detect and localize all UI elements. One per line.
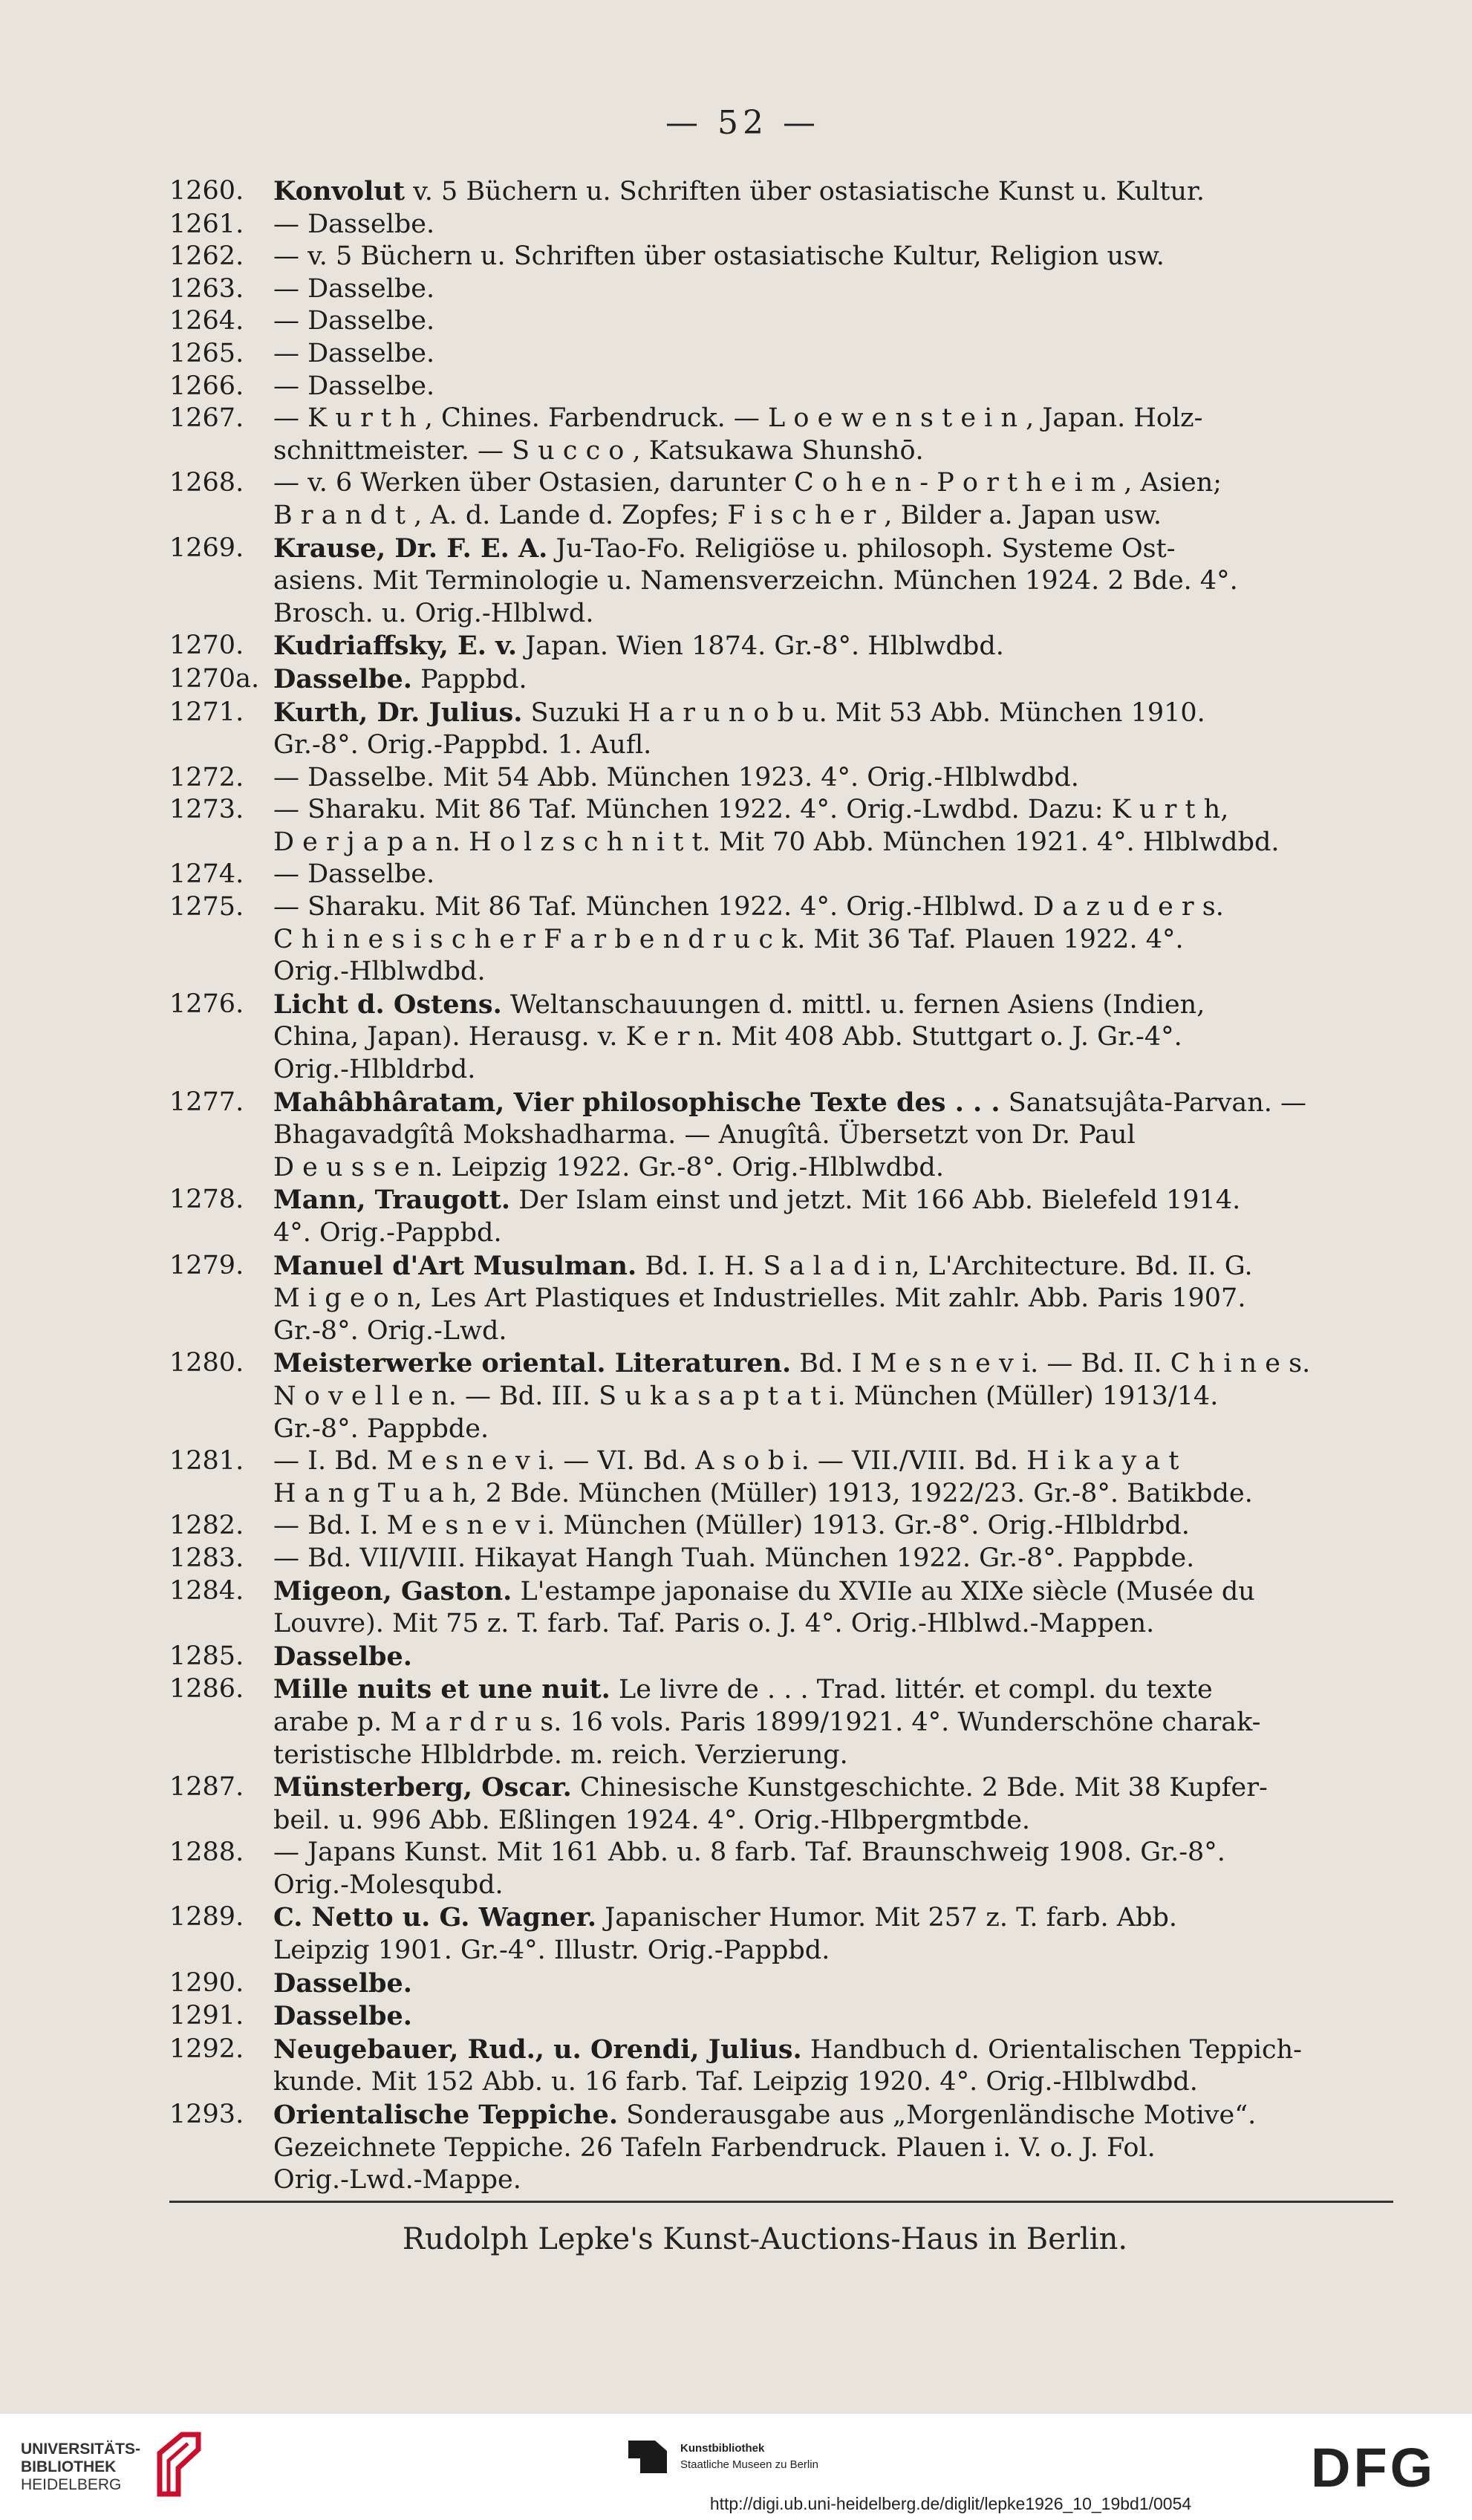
catalog-entry: [169, 1837, 1402, 1901]
ub-line2: BIBLIOTHEK: [21, 2458, 117, 2475]
entry-line: Dasselbe.: [273, 1967, 412, 1999]
entry-text: [273, 1967, 1402, 2001]
entry-text: [273, 1771, 1402, 1837]
catalog-entry: [169, 891, 1402, 989]
catalog-entry: [169, 241, 1402, 273]
catalog-entry: [169, 2099, 1402, 2197]
catalog-entry: [169, 403, 1402, 467]
entry-text: [273, 891, 1402, 989]
catalog-entry: [169, 467, 1402, 532]
entry-line: Mann, Traugott. Der Islam einst und jetzt. Mit 166 Abb. Bielefeld 1914.: [273, 1185, 1241, 1216]
entry-text: [273, 403, 1402, 467]
entry-number: 1286.: [169, 1674, 244, 1705]
entry-line: — Dasselbe.: [273, 859, 435, 890]
entry-line: Manuel d'Art Musulman. Bd. I. H. S a l a d i n, L'Architecture. Bd. II. G.: [273, 1250, 1253, 1281]
entry-number: 1262.: [169, 241, 244, 272]
kb-line1: Kunstbibliothek: [680, 2442, 765, 2455]
entry-number: 1266.: [169, 371, 244, 401]
catalog-entry: [169, 1641, 1402, 1674]
catalog-entry: [169, 859, 1402, 891]
catalog-entry: [169, 1543, 1402, 1575]
catalog-entry: [169, 371, 1402, 403]
entry-line: Neugebauer, Rud., u. Orendi, Julius. Handbuch d. Orientalischen Teppich-: [273, 2034, 1303, 2065]
catalog-entries: [169, 175, 1402, 2197]
catalog-entry: [169, 175, 1402, 209]
entry-line: B r a n d t , A. d. Lande d. Zopfes; F i s c h e r , Bilder a. Japan usw.: [273, 500, 1162, 530]
entry-number: 1269.: [169, 533, 244, 563]
entry-number: 1263.: [169, 273, 244, 304]
catalog-entry: [169, 630, 1402, 663]
catalog-entry: [169, 1347, 1402, 1445]
entry-number: 1290.: [169, 1967, 244, 1998]
entry-text: [273, 175, 1402, 209]
entry-text: [273, 371, 1402, 403]
entry-number: 1280.: [169, 1348, 244, 1378]
entry-line: Orig.-Hlblwdbd.: [273, 957, 486, 987]
catalog-entry: [169, 338, 1402, 371]
entry-number: 1292.: [169, 2034, 244, 2064]
entry-number: 1260.: [169, 176, 244, 206]
entry-text: [273, 2034, 1402, 2099]
dfg-logo: DFG: [1311, 2437, 1436, 2498]
entry-text: [273, 2000, 1402, 2034]
ub-heidelberg-logo-text: [21, 2441, 140, 2494]
entry-text: [273, 1543, 1402, 1575]
entry-number: 1267.: [169, 403, 244, 434]
entry-number: 1289.: [169, 1902, 244, 1933]
entry-number: 1278.: [169, 1185, 244, 1215]
catalog-entry: [169, 1250, 1402, 1348]
catalog-entry: [169, 273, 1402, 306]
entry-line: Licht d. Ostens. Weltanschauungen d. mittl. u. fernen Asiens (Indien,: [273, 989, 1205, 1020]
entry-number: 1282.: [169, 1511, 244, 1541]
entry-text: [273, 1641, 1402, 1674]
entry-line: — Dasselbe.: [273, 371, 435, 401]
entry-line: — I. Bd. M e s n e v i. — VI. Bd. A s o b i. — VII./VIII. Bd. H i k a y a t: [273, 1446, 1179, 1476]
entry-line: Gezeichnete Teppiche. 26 Tafeln Farbendruck. Plauen i. V. o. J. Fol.: [273, 2132, 1156, 2163]
entry-line: — Dasselbe.: [273, 273, 435, 304]
entry-line: — Sharaku. Mit 86 Taf. München 1922. 4°. Orig.-Lwdbd. Dazu: K u r t h,: [273, 795, 1229, 825]
entry-text: [273, 305, 1402, 338]
page-number: — 52 —: [665, 104, 820, 142]
entry-number: 1288.: [169, 1837, 244, 1868]
catalog-entry: [169, 2034, 1402, 2099]
entry-line: Meisterwerke oriental. Literaturen. Bd. I M e s n e v i. — Bd. II. C h i n e s.: [273, 1348, 1311, 1379]
entry-number: 1279.: [169, 1250, 244, 1280]
entry-line: D e r j a p a n. H o l z s c h n i t t. Mit 70 Abb. München 1921. 4°. Hlblwdbd.: [273, 827, 1280, 857]
entry-number: 1270a.: [169, 663, 260, 694]
entry-line: schnittmeister. — S u c c o , Katsukawa Shunshō.: [273, 435, 924, 466]
entry-line: — Sharaku. Mit 86 Taf. München 1922. 4°. Orig.-Hlblwd. D a z u d e r s.: [273, 892, 1224, 922]
entry-text: [273, 1901, 1402, 1967]
entry-line: — K u r t h , Chines. Farbendruck. — L o e w e n s t e i n , Japan. Holz-: [273, 403, 1203, 434]
entry-line: H a n g T u a h, 2 Bde. München (Müller) 1913, 1922/23. Gr.-8°. Batikbde.: [273, 1478, 1253, 1508]
catalog-entry: [169, 794, 1402, 859]
entry-text: [273, 467, 1402, 532]
entry-line: Krause, Dr. F. E. A. Ju-Tao-Fo. Religiöse u. philosoph. Systeme Ost-: [273, 533, 1176, 564]
catalog-entry: [169, 533, 1402, 631]
entry-line: D e u s s e n. Leipzig 1922. Gr.-8°. Orig.-Hlblwdbd.: [273, 1152, 944, 1182]
entry-text: [273, 989, 1402, 1087]
entry-line: — Bd. I. M e s n e v i. München (Müller) 1913. Gr.-8°. Orig.-Hlbldrbd.: [273, 1511, 1190, 1541]
entry-text: [273, 241, 1402, 273]
entry-line: Gr.-8°. Orig.-Pappbd. 1. Aufl.: [273, 730, 652, 761]
entry-line: Dasselbe. Pappbd.: [273, 663, 527, 694]
entry-number: 1265.: [169, 338, 244, 368]
entry-line: Gr.-8°. Pappbde.: [273, 1413, 489, 1444]
kb-line2: Staatliche Museen zu Berlin: [680, 2458, 818, 2471]
entry-line: Migeon, Gaston. L'estampe japonaise du XVIIe au XIXe siècle (Musée du: [273, 1575, 1255, 1606]
entry-number: 1293.: [169, 2100, 244, 2130]
entry-line: Orig.-Hlbldrbd.: [273, 1055, 476, 1085]
catalog-entry: [169, 989, 1402, 1087]
entry-text: [273, 1087, 1402, 1185]
catalog-entry: [169, 209, 1402, 241]
catalog-entry: [169, 1967, 1402, 2001]
entry-line: Konvolut v. 5 Büchern u. Schriften über ostasiatische Kunst u. Kultur.: [273, 176, 1205, 206]
entry-number: 1281.: [169, 1446, 244, 1476]
entry-text: [273, 1575, 1402, 1641]
entry-number: 1276.: [169, 989, 244, 1019]
entry-number: 1287.: [169, 1772, 244, 1803]
entry-text: [273, 1837, 1402, 1901]
catalog-entry: [169, 1575, 1402, 1641]
catalog-entry: [169, 697, 1402, 762]
entry-text: [273, 533, 1402, 631]
entry-text: [273, 762, 1402, 795]
entry-number: 1261.: [169, 209, 244, 239]
entry-text: [273, 859, 1402, 891]
kunstbibliothek-logo-text: [680, 2441, 818, 2473]
entry-text: [273, 2099, 1402, 2197]
entry-line: — v. 6 Werken über Ostasien, darunter C o h e n - P o r t h e i m , Asien;: [273, 468, 1222, 498]
entry-line: Brosch. u. Orig.-Hlblwd.: [273, 598, 594, 628]
entry-number: 1268.: [169, 468, 244, 498]
catalog-entry: [169, 663, 1402, 697]
catalog-entry: [169, 1901, 1402, 1967]
entry-line: asiens. Mit Terminologie u. Namensverzeichn. München 1924. 2 Bde. 4°.: [273, 566, 1238, 596]
permalink-url[interactable]: http://digi.ub.uni-heidelberg.de/diglit/lepke1926_10_19bd1/0054: [709, 2494, 1192, 2513]
entry-line: — Dasselbe.: [273, 209, 435, 239]
entry-line: N o v e l l e n. — Bd. III. S u k a s a p t a t i. München (Müller) 1913/14.: [273, 1381, 1219, 1411]
entry-line: — Dasselbe.: [273, 338, 435, 368]
catalog-entry: [169, 2000, 1402, 2034]
entry-line: Orig.-Molesqubd.: [273, 1869, 504, 1900]
entry-number: 1271.: [169, 697, 244, 727]
entry-text: [273, 273, 1402, 306]
divider: [169, 2201, 1393, 2203]
entry-line: — Dasselbe.: [273, 306, 435, 336]
entry-line: Kudriaffsky, E. v. Japan. Wien 1874. Gr.-8°. Hlblwdbd.: [273, 631, 1004, 662]
entry-line: Münsterberg, Oscar. Chinesische Kunstgeschichte. 2 Bde. Mit 38 Kupfer-: [273, 1772, 1268, 1803]
entry-line: — v. 5 Büchern u. Schriften über ostasiatische Kultur, Religion usw.: [273, 241, 1165, 272]
ub-line3: HEIDELBERG: [21, 2476, 122, 2493]
catalog-entry: [169, 1445, 1402, 1510]
entry-number: 1277.: [169, 1087, 244, 1117]
entry-text: [273, 1445, 1402, 1510]
entry-line: M i g e o n, Les Art Plastiques et Industrielles. Mit zahlr. Abb. Paris 1907.: [273, 1283, 1246, 1314]
entry-text: [273, 630, 1402, 663]
entry-number: 1291.: [169, 2001, 244, 2031]
entry-text: [273, 1347, 1402, 1445]
entry-line: 4°. Orig.-Pappbd.: [273, 1218, 502, 1248]
entry-line: — Japans Kunst. Mit 161 Abb. u. 8 farb. Taf. Braunschweig 1908. Gr.-8°.: [273, 1837, 1225, 1868]
entry-number: 1283.: [169, 1543, 244, 1573]
entry-line: C h i n e s i s c h e r F a r b e n d r u c k. Mit 36 Taf. Plauen 1922. 4°.: [273, 924, 1184, 954]
catalog-entry: [169, 1184, 1402, 1249]
entry-line: teristische Hlbldrbde. m. reich. Verzierung.: [273, 1739, 848, 1770]
entry-line: — Bd. VII/VIII. Hikayat Hangh Tuah. München 1922. Gr.-8°. Pappbde.: [273, 1543, 1195, 1573]
entry-line: Dasselbe.: [273, 1641, 412, 1672]
entry-line: Louvre). Mit 75 z. T. farb. Taf. Paris o. J. 4°. Orig.-Hlblwd.-Mappen.: [273, 1609, 1155, 1639]
entry-text: [273, 697, 1402, 762]
entry-text: [273, 1673, 1402, 1771]
entry-line: Kurth, Dr. Julius. Suzuki H a r u n o b u. Mit 53 Abb. München 1910.: [273, 697, 1205, 728]
catalog-entry: [169, 762, 1402, 795]
entry-line: kunde. Mit 152 Abb. u. 16 farb. Taf. Leipzig 1920. 4°. Orig.-Hlblwdbd.: [273, 2067, 1198, 2097]
ub-line1: UNIVERSITÄTS-: [21, 2441, 141, 2458]
entry-text: [273, 794, 1402, 859]
entry-number: 1285.: [169, 1641, 244, 1671]
entry-line: Bhagavadgîtâ Mokshadharma. — Anugîtâ. Übersetzt von Dr. Paul: [273, 1120, 1136, 1150]
entry-line: Dasselbe.: [273, 2001, 412, 2032]
digitization-bar: [0, 2414, 1472, 2520]
entry-line: Leipzig 1901. Gr.-4°. Illustr. Orig.-Pappbd.: [273, 1935, 830, 1966]
entry-text: [273, 1250, 1402, 1348]
entry-number: 1270.: [169, 631, 244, 661]
entry-number: 1274.: [169, 859, 244, 890]
page-footer: Rudolph Lepke's Kunst-Auctions-Haus in Berlin.: [402, 2222, 1128, 2256]
catalog-entry: [169, 1673, 1402, 1771]
entry-text: [273, 338, 1402, 371]
ub-heidelberg-logo-icon: [152, 2427, 204, 2501]
catalog-entry: [169, 1087, 1402, 1185]
entry-line: China, Japan). Herausg. v. K e r n. Mit 408 Abb. Stuttgart o. J. Gr.-4°.: [273, 1022, 1182, 1052]
entry-line: beil. u. 996 Abb. Eßlingen 1924. 4°. Orig.-Hlbpergmtbde.: [273, 1805, 1031, 1835]
entry-line: arabe p. M a r d r u s. 16 vols. Paris 1899/1921. 4°. Wunderschöne charak-: [273, 1707, 1261, 1737]
entry-text: [273, 663, 1402, 697]
entry-number: 1264.: [169, 306, 244, 336]
entry-number: 1273.: [169, 795, 244, 825]
catalog-entry: [169, 305, 1402, 338]
entry-line: Mille nuits et une nuit. Le livre de . . . Trad. littér. et compl. du texte: [273, 1674, 1213, 1705]
entry-text: [273, 209, 1402, 241]
entry-number: 1272.: [169, 762, 244, 792]
entry-text: [273, 1184, 1402, 1249]
entry-line: Mahâbhâratam, Vier philosophische Texte des . . . Sanatsujâta-Parvan. —: [273, 1087, 1307, 1118]
catalog-entry: [169, 1771, 1402, 1837]
catalog-entry: [169, 1510, 1402, 1543]
entry-line: Orig.-Lwd.-Mappe.: [273, 2165, 521, 2195]
entry-line: Orientalische Teppiche. Sonderausgabe aus „Morgenländische Motive“.: [273, 2100, 1257, 2131]
entry-line: — Dasselbe. Mit 54 Abb. München 1923. 4°. Orig.-Hlblwdbd.: [273, 762, 1079, 792]
entry-text: [273, 1510, 1402, 1543]
entry-line: Gr.-8°. Orig.-Lwd.: [273, 1315, 507, 1346]
entry-line: C. Netto u. G. Wagner. Japanischer Humor. Mit 257 z. T. farb. Abb.: [273, 1902, 1177, 1933]
kunstbibliothek-logo-icon: [625, 2436, 670, 2478]
entry-number: 1284.: [169, 1575, 244, 1606]
entry-number: 1275.: [169, 892, 244, 922]
